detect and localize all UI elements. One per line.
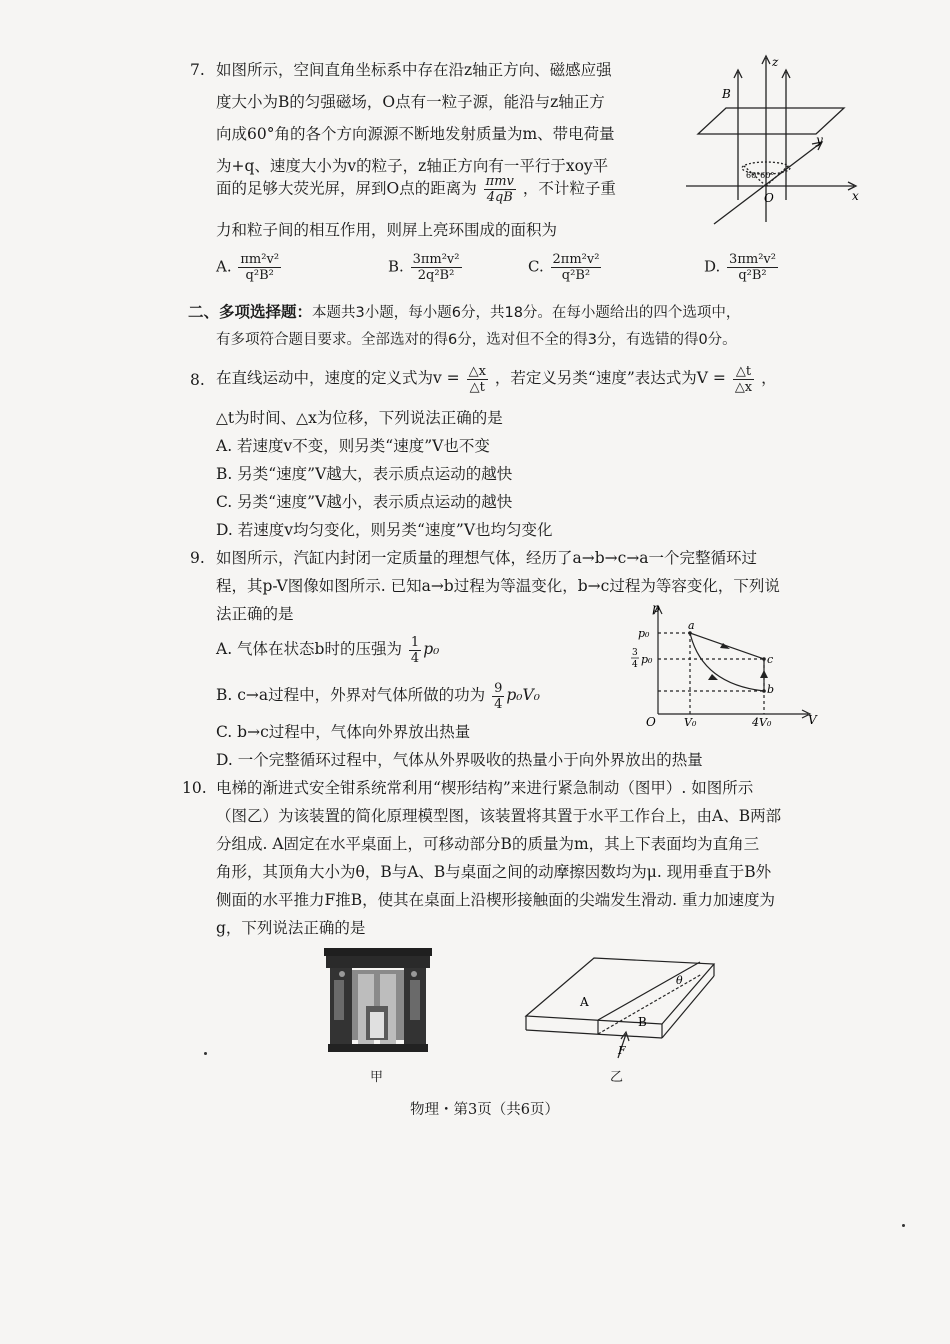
q9-pv-diagram	[630, 600, 820, 730]
q7-distance-fraction	[484, 174, 516, 205]
q10-label-b: B	[638, 1015, 647, 1029]
q7-option-c-fraction	[551, 252, 602, 283]
q9-option-c: C. b→c过程中，气体向外界放出热量	[216, 723, 471, 741]
q7-line-2: 度大小为B的匀强磁场，O点有一粒子源，能沿与z轴正方	[216, 93, 605, 111]
q7-option-b-fraction	[411, 252, 462, 283]
q9-option-d: D. 一个完整循环过程中，气体从外界吸收的热量小于向外界放出的热量	[216, 751, 703, 769]
q7-line-1: 如图所示，空间直角坐标系中存在沿z轴正方向、磁感应强	[216, 61, 612, 79]
q10-top-face	[526, 958, 714, 1024]
q9-point-c-label: c	[767, 653, 774, 666]
q7-number: 7.	[190, 61, 205, 79]
q7-y-label: y	[816, 133, 823, 147]
q7-x-label: x	[852, 189, 859, 203]
q7-screen-plane	[698, 108, 844, 134]
q7-angle-label: 60°60°	[746, 171, 775, 180]
section-2-desc-1: 本题共3小题，每小题6分，共18分。在每小题给出的四个选项中，	[312, 305, 741, 321]
q9-frac-den: 4	[632, 660, 638, 670]
q9-option-b-fraction	[492, 681, 504, 712]
q7-option-c-den: q²B²	[561, 268, 591, 283]
q9-option-b-num: 9	[494, 680, 503, 696]
q10-line-3: 分组成. A固定在水平桌面上，可移动部分B的质量为m，其上下表面均为直角三	[216, 835, 760, 853]
q9-option-a-fraction	[409, 635, 421, 666]
q9-origin-label: O	[646, 715, 656, 729]
q7-option-a-fraction	[238, 252, 281, 283]
q7-option-d-fraction	[727, 252, 778, 283]
q8-option-b: B. 另类“速度”V越大，表示质点运动的越快	[216, 465, 513, 483]
q9-option-a-den: 4	[410, 650, 420, 666]
q9-line-1: 如图所示，汽缸内封闭一定质量的理想气体，经历了a→b→c→a一个完整循环过	[216, 549, 758, 567]
section-2-desc-2: 有多项符合题目要求。全部选对的得6分，选对但不全的得3分，有选错的得0分。	[216, 332, 737, 348]
page-footer: 物理・第3页（共6页）	[410, 1102, 559, 1118]
q8-number: 8.	[190, 371, 205, 389]
q8-fraction-2-num: △t	[733, 364, 754, 380]
q8-line-1b: ，若定义另类“速度”表达式为V =	[494, 369, 726, 387]
scan-speck	[902, 1224, 905, 1227]
q10-number: 10.	[182, 779, 207, 797]
q10-label-a: A	[580, 995, 589, 1009]
q9-option-a-text: A. 气体在状态b时的压强为	[216, 640, 402, 658]
q9-option-b-tail: p₀V₀	[506, 686, 540, 704]
q7-b-label: B	[722, 87, 731, 101]
q9-point-a-label: a	[688, 619, 695, 632]
q8-line-1	[216, 356, 777, 400]
q7-option-c-num: 2πm²v²	[552, 252, 600, 267]
q8-fraction-2	[733, 364, 754, 395]
q9-option-a-tail: p₀	[423, 640, 440, 658]
q9-option-b	[216, 678, 540, 712]
q10-line-6: g，下列说法正确的是	[216, 919, 366, 937]
section-2-title: 二、多项选择题：	[188, 302, 313, 321]
q8-option-c: C. 另类“速度”V越小，表示质点运动的越快	[216, 493, 513, 511]
q7-option-d-den: q²B²	[738, 268, 767, 283]
q10-line-2: （图乙）为该装置的简化原理模型图，该装置将其置于水平工作台上，由A、B两部	[216, 807, 782, 825]
q8-line-1a: 在直线运动中，速度的定义式为v =	[216, 369, 460, 387]
q9-v-label: V	[808, 713, 817, 727]
q7-line-6: 力和粒子间的相互作用，则屏上亮环围成的面积为	[216, 221, 558, 239]
q10-figure-jia-caption: 甲	[370, 1070, 384, 1085]
q8-fraction-1	[467, 364, 488, 395]
q7-option-a	[216, 252, 283, 283]
q10-line-5: 侧面的水平推力F推B，使其在桌面上沿楔形接触面的尖端发生滑动. 重力加速度为	[216, 891, 776, 909]
q9-option-b-text: B. c→a过程中，外界对气体所做的功为	[216, 686, 486, 704]
q7-y-axis	[714, 142, 822, 224]
q9-4v0-label: 4V₀	[752, 716, 772, 729]
q10-line-1: 电梯的渐进式安全钳系统常利用“楔形结构”来进行紧急制动（图甲）. 如图所示	[216, 779, 754, 797]
q9-p0-label: p₀	[638, 627, 650, 640]
q7-line-3: 向成60°角的各个方向源源不断地发射质量为m、带电荷量	[216, 125, 615, 143]
q9-process-ca	[690, 633, 764, 659]
q7-z-label: z	[772, 55, 779, 69]
q8-fraction-1-num: △x	[468, 363, 486, 379]
q7-line-4: 为+q、速度大小为v的粒子，z轴正方向有一平行于xoy平	[216, 157, 609, 175]
q9-frac-num: 3	[632, 648, 638, 658]
q8-line-2: △t为时间、△x为位移，下列说法正确的是	[216, 409, 503, 427]
q7-option-d-num: 3πm²v²	[729, 252, 776, 267]
q7-line-5-tail: ，不计粒子重	[522, 179, 616, 198]
q8-line-1c: ，	[761, 369, 777, 387]
q9-p-label: p	[652, 601, 660, 615]
q9-p0b-label: p₀	[641, 653, 653, 666]
q9-line-2: 程，其p-V图像如图所示. 已知a→b过程为等温变化，b→c过程为等容变化，下列说	[216, 577, 780, 595]
q7-option-a-den: q²B²	[245, 268, 274, 283]
q9-option-a-num: 1	[410, 634, 420, 650]
q9-option-b-den: 4	[494, 696, 503, 712]
q10-line-4: 角形，其顶角大小为θ，B与A、B与桌面之间的动摩擦因数均为μ. 现用垂直于B外	[216, 863, 772, 881]
q7-option-a-num: πm²v²	[240, 252, 280, 267]
q7-o-label: O	[764, 191, 774, 205]
q7-line-5-text: 面的足够大荧光屏，屏到O点的距离为	[216, 179, 477, 198]
scan-speck	[204, 1052, 207, 1055]
q9-point-b-label: b	[767, 683, 775, 696]
section-2-line-1	[188, 298, 740, 327]
q9-process-ab	[690, 633, 764, 691]
q9-number: 9.	[190, 549, 205, 567]
q8-option-a: A. 若速度v不变，则另类“速度”V也不变	[216, 437, 490, 455]
q7-option-d	[704, 252, 780, 283]
q8-fraction-2-den: △x	[734, 379, 753, 395]
q7-distance-num: πmv	[485, 174, 514, 189]
q7-option-a-label: A.	[216, 257, 232, 276]
q8-fraction-1-den: △t	[469, 379, 485, 395]
q10-figure-jia-photo	[322, 946, 434, 1058]
q9-v0-label: V₀	[684, 716, 697, 729]
q10-label-f: F	[618, 1044, 626, 1057]
q7-option-b	[388, 252, 464, 283]
q10-label-theta: θ	[676, 974, 683, 987]
q8-option-d: D. 若速度v均匀变化，则另类“速度”V也均匀变化	[216, 521, 553, 539]
q9-line-3: 法正确的是	[216, 605, 294, 623]
q7-distance-den: 4qB	[486, 190, 513, 205]
q7-line-5	[216, 174, 616, 205]
q7-figure	[676, 50, 866, 230]
q7-option-c-label: C.	[528, 257, 544, 276]
q10-figure-yi-caption: 乙	[610, 1070, 624, 1085]
q7-option-c	[528, 252, 603, 283]
q7-option-b-num: 3πm²v²	[412, 252, 460, 267]
q9-option-a	[216, 632, 439, 666]
q7-option-b-den: 2q²B²	[417, 268, 455, 283]
q7-option-b-label: B.	[388, 257, 404, 276]
q10-figure-yi-diagram	[518, 950, 718, 1070]
q7-option-d-label: D.	[704, 257, 721, 276]
